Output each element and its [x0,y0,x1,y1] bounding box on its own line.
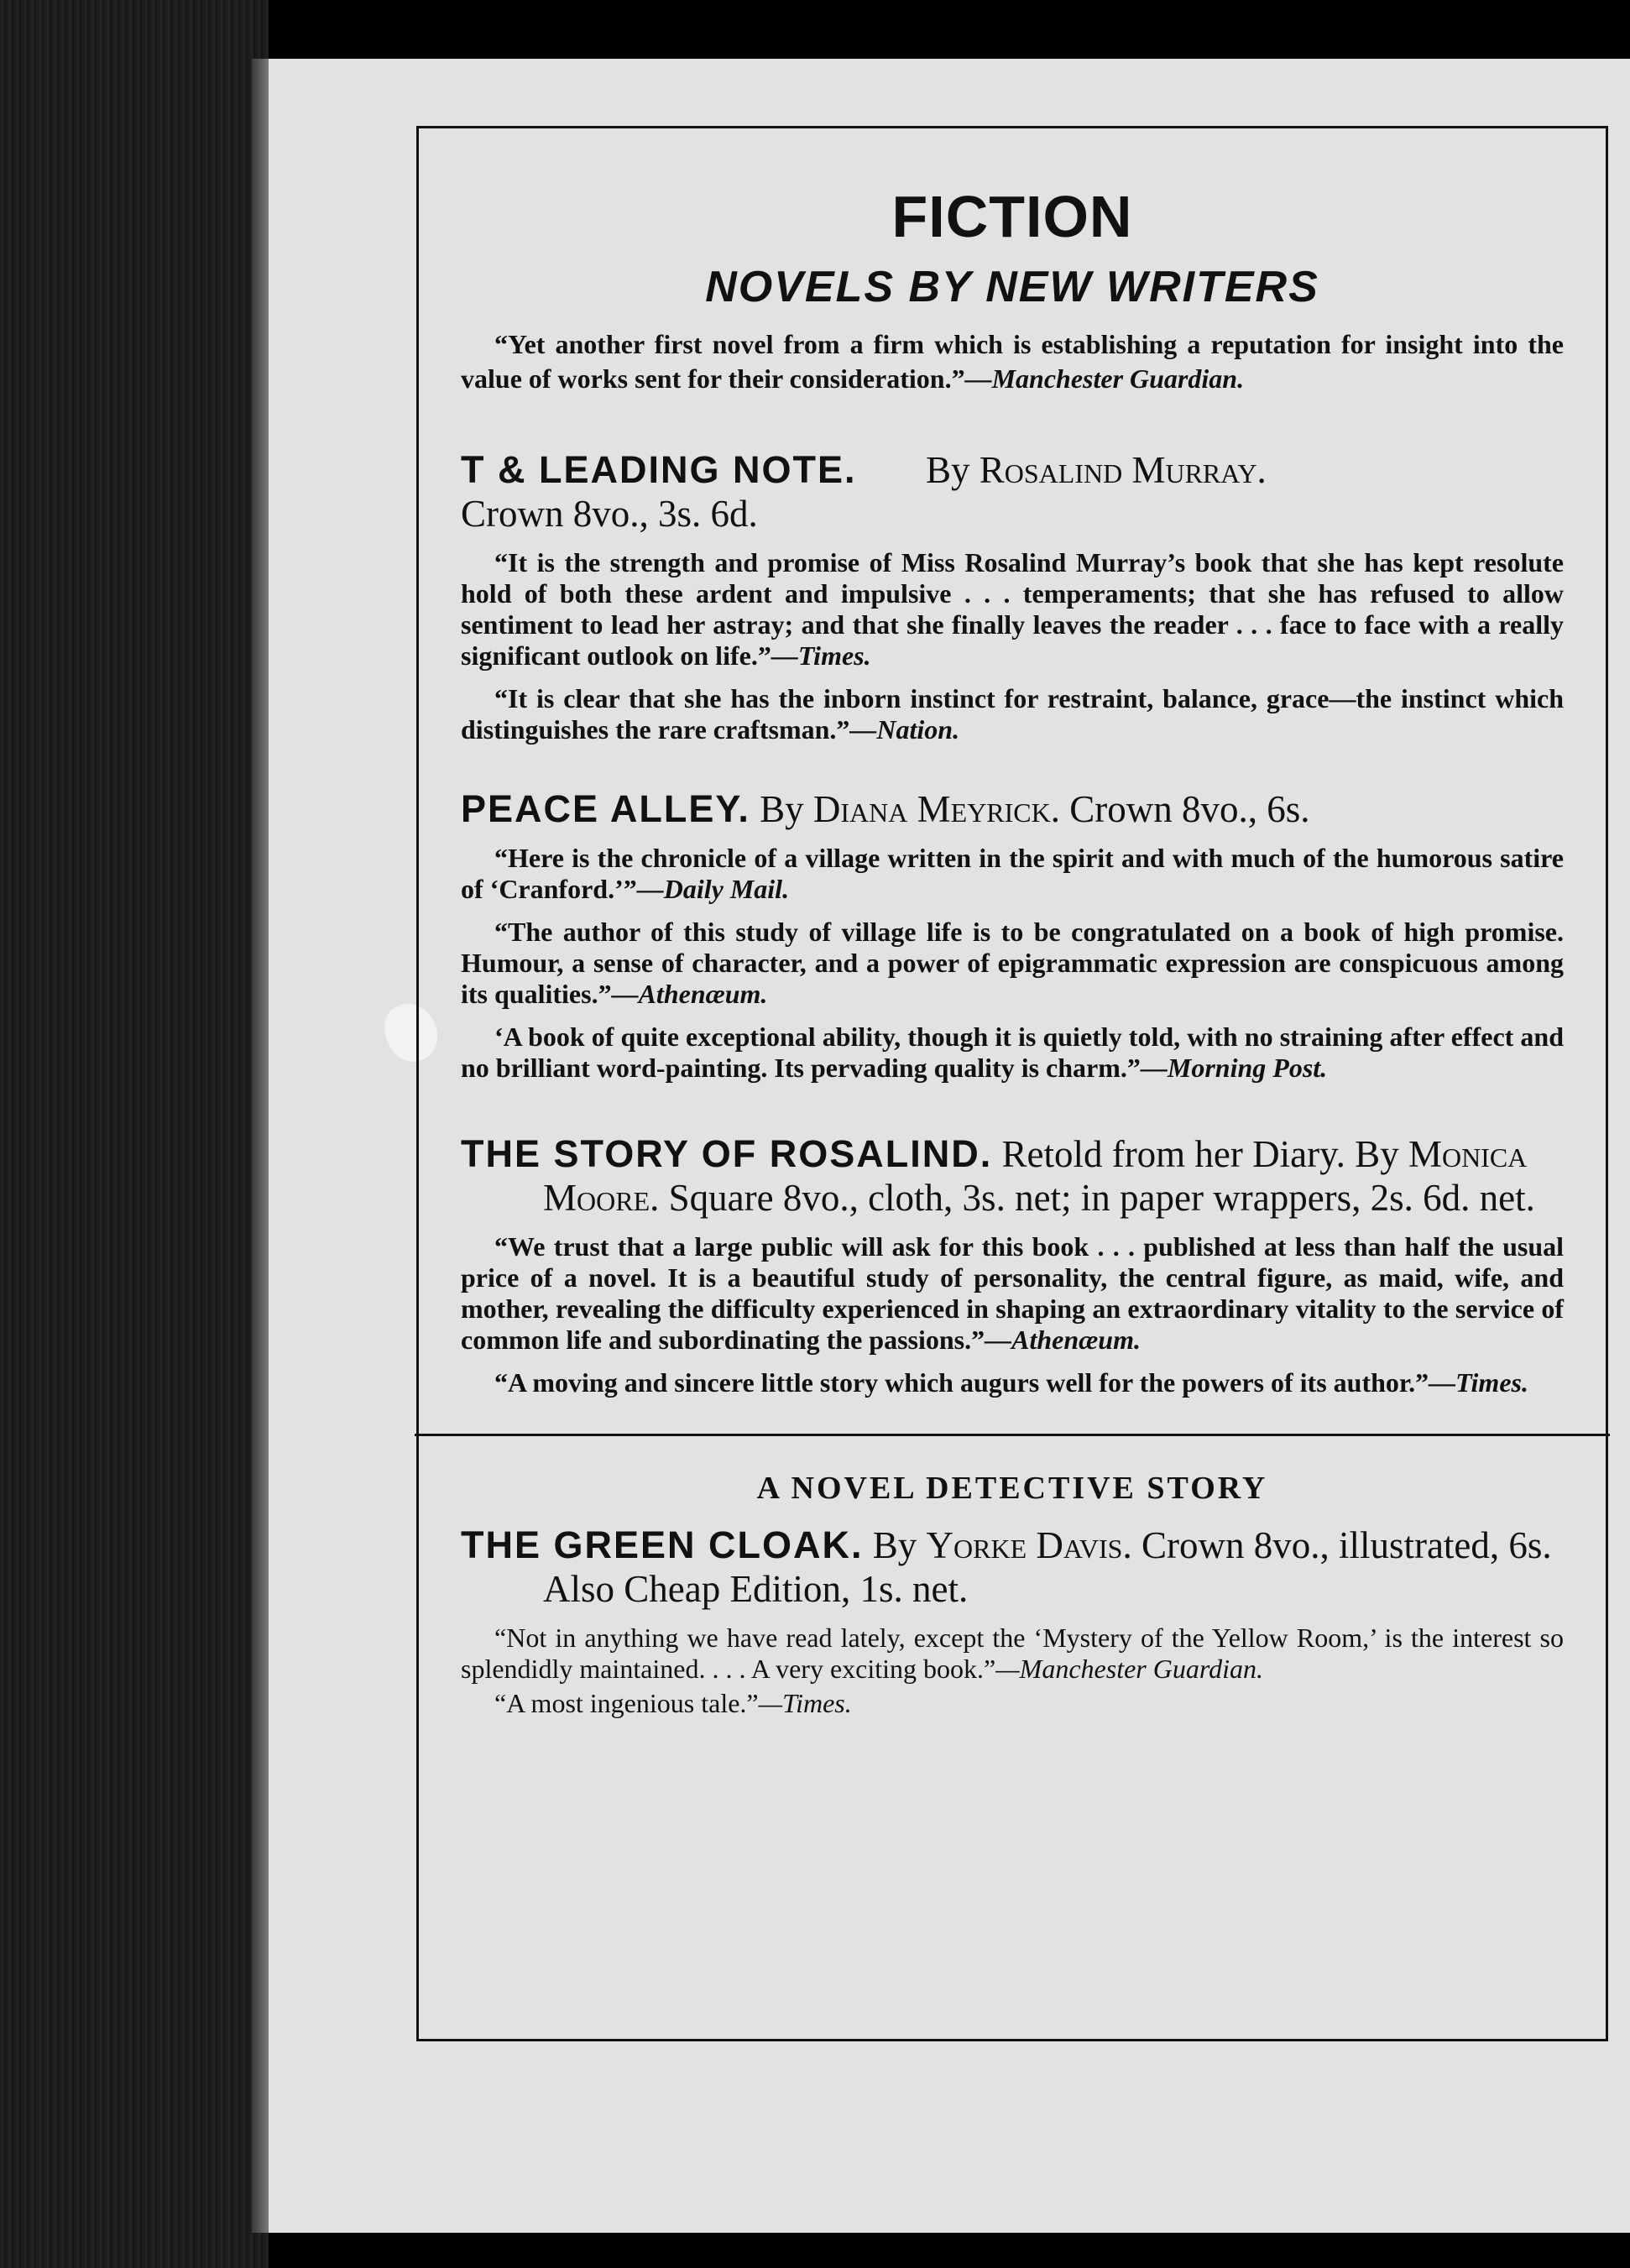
review-text: “It is clear that she has the inborn instinct for restraint, balance, grace—the instinct which distinguishes the rare craftsman.” [461,683,1564,745]
review-source: —Athenæum. [611,979,768,1009]
review-source: —Times. [1429,1367,1528,1398]
intro-text: “Yet another first novel from a firm which is establishing a reputation for insight into the value of works sent for their consideration.” [461,329,1564,394]
review-text: “Here is the chronicle of a village written in the spirit and with much of the humorous satire of ‘Cranford.’” [461,843,1564,904]
review-quote [461,843,1564,905]
book-entry [461,1523,1564,1719]
book-entry [461,1132,1564,1398]
entry-heading [461,448,1564,536]
book-details: Crown 8vo., illustrated, 6s. Also Cheap Edition, 1s. net. [543,1524,1552,1610]
review-quote [461,683,1564,745]
review-text: “A most ingenious tale.” [494,1688,759,1718]
entry-heading [461,787,1564,831]
review-source: —Times. [758,1688,852,1718]
detective-section-title: A NOVEL DETECTIVE STORY [756,1471,1268,1506]
review-source: —Athenæum. [985,1325,1141,1355]
book-by: By [926,449,970,491]
review-quote [461,1623,1564,1685]
page-subtitle: NOVELS BY NEW WRITERS [705,263,1319,311]
book-title: THE GREEN CLOAK. [461,1523,864,1566]
review-quote [461,1688,1564,1719]
review-source: —Manchester Guardian. [995,1654,1263,1684]
review-text: “The author of this study of village life is to be congratulated on a book of high promise. Humour, a sense of character, and a power of epigrammatic expression are conspicuous among its qualities.” [461,917,1564,1009]
review-text: “A moving and sincere little story which augurs well for the powers of its author.” [494,1367,1429,1398]
review-source: —Daily Mail. [636,874,790,904]
review-source: —Nation. [849,714,960,745]
section-divider [415,1434,1610,1436]
book-details: Crown 8vo., 3s. 6d. [461,493,758,535]
book-author: Diana Meyrick. [812,788,1061,830]
review-text: “Not in anything we have read lately, except the ‘Mystery of the Yellow Room,’ is the interest so splendidly maintained. . . . A very exciting book.” [461,1623,1564,1684]
book-author: Rosalind Murray. [979,449,1267,491]
review-source: —Times. [771,640,871,671]
book-title: T & LEADING NOTE. [461,448,857,491]
book-author: Yorke Davis. [926,1524,1132,1566]
book-entry [461,448,1564,745]
book-by: By [760,788,804,830]
book-author: Monica Moore. [543,1133,1528,1219]
review-source: —Morning Post. [1140,1053,1328,1083]
book-by: By [872,1524,917,1566]
review-quote [461,1367,1564,1398]
entry-heading [461,1132,1564,1220]
review-quote [461,547,1564,672]
review-quote [461,917,1564,1010]
book-title: PEACE ALLEY. [461,787,750,830]
book-details: Crown 8vo., 6s. [1069,788,1310,830]
book-title: THE STORY OF ROSALIND. [461,1132,993,1175]
intro-quote [461,327,1564,396]
book-details: Square 8vo., cloth, 3s. net; in paper wrappers, 2s. 6d. net. [668,1177,1535,1219]
entry-heading [461,1523,1564,1611]
review-text: “It is the strength and promise of Miss Rosalind Murray’s book that she has kept resolute hold of both these ardent and impulsive . . . temperaments; that she has refused to allow sentiment to lead her astray; and that she finally leaves the reader . . . face to face with a really significant outlook on life.” [461,547,1564,671]
review-quote [461,1231,1564,1356]
review-text: “We trust that a large public will ask for this book . . . published at less than half the usual price of a novel. It is a beautiful study of personality, the central figure, as maid, wife, and mother, revealing the difficulty experienced in shaping an extraordinary vitality to the service of common life and subordinating the passions.” [461,1231,1564,1355]
page-title: FICTION [891,184,1133,249]
advertisement-frame [416,126,1608,2041]
book-entry [461,787,1564,1084]
book-spine-edge [0,0,269,2268]
intro-source: —Manchester Guardian. [964,363,1245,394]
review-quote [461,1022,1564,1084]
review-text: ‘A book of quite exceptional ability, though it is quietly told, with no straining after effect and no brilliant word-painting. Its pervading quality is charm.” [461,1022,1564,1083]
book-by: Retold from her Diary. By [1001,1133,1399,1175]
